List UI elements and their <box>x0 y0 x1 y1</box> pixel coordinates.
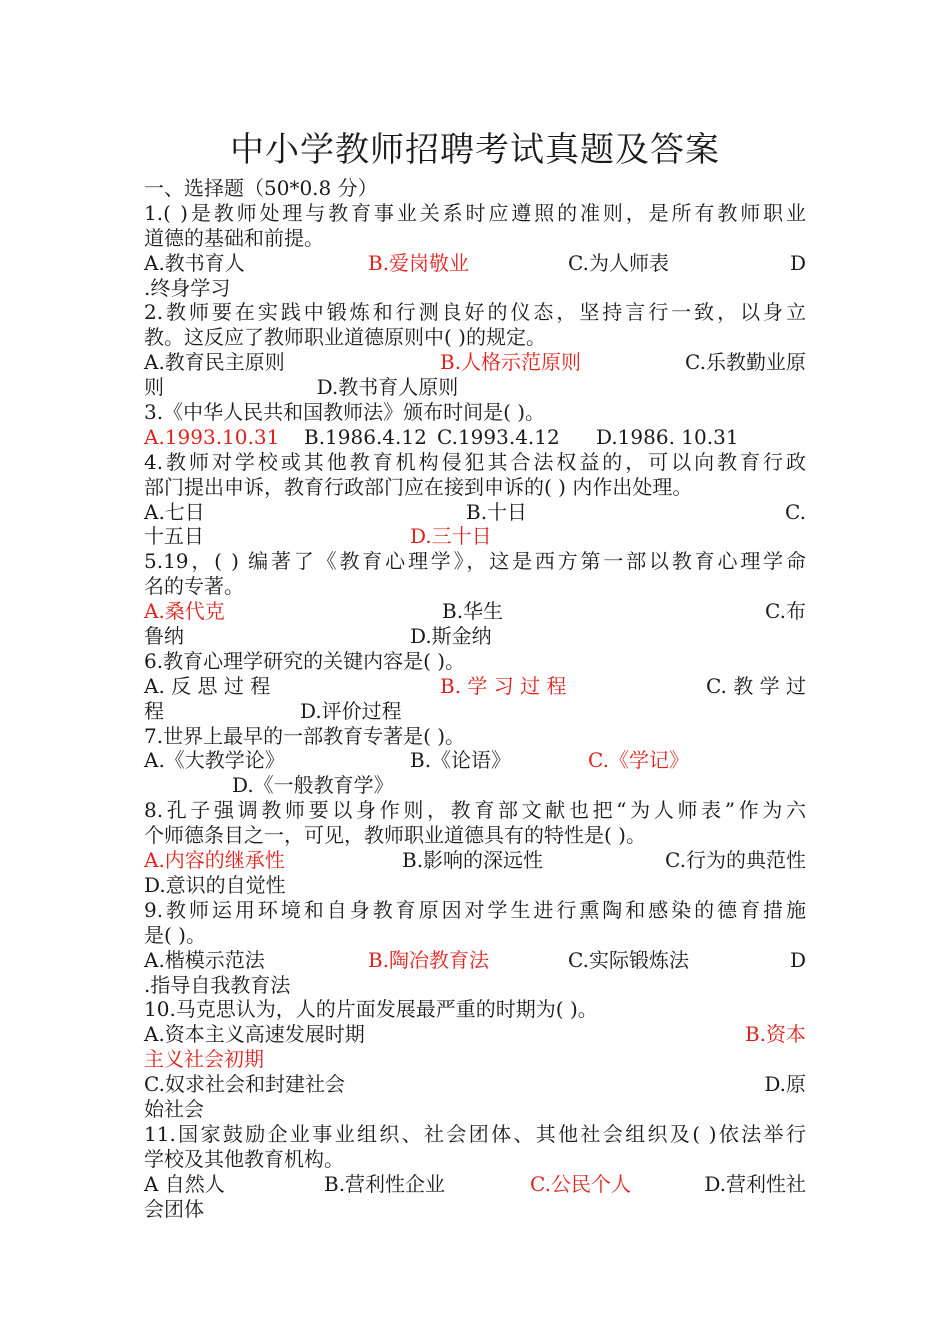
option-c-answer: C.公民个人 <box>530 1171 631 1196</box>
option-b-answer: B. 学 习 过 程 <box>440 673 567 698</box>
option-b-answer: B.人格示范原则 <box>440 350 582 375</box>
option-d: D.营利性社 <box>704 1171 806 1196</box>
question-stem: 4.教师对学校或其他教育机构侵犯其合法权益的，可以向教育行政 <box>144 449 806 474</box>
question-stem: 1.( )是教师处理与教育事业关系时应遵照的准则，是所有教师职业 <box>144 200 806 225</box>
question-stem: 6.教育心理学研究的关键内容是( )。 <box>144 648 466 673</box>
option-row <box>144 251 806 276</box>
question-stem: 部门提出申诉，教育行政部门应在接到申诉的( ) 内作出处理。 <box>144 474 693 499</box>
question-list <box>144 176 806 1221</box>
option-c: C.行为的典范性 <box>665 848 806 873</box>
option-b-answer: B.陶冶教育法 <box>368 947 490 972</box>
option-c: C.为人师表 <box>568 250 669 275</box>
option-d: D.1986. 10.31 <box>596 424 739 449</box>
question-stem: 教。这反应了教师职业道德原则中( )的规定。 <box>144 325 546 350</box>
question-stem: 9.教师运用环境和自身教育原因对学生进行熏陶和感染的德育措施 <box>144 897 806 922</box>
option-row <box>144 1172 806 1197</box>
option-d: D.原 <box>764 1072 806 1097</box>
question-stem: 5.19，( ) 编著了《教育心理学》，这是西方第一部以教育心理学命 <box>144 549 806 574</box>
option-continuation: 十五日 <box>144 524 204 549</box>
option-c: C.实际锻炼法 <box>568 947 689 972</box>
option-c: C.1993.4.12 <box>437 424 560 449</box>
option-continuation: .终身学习 <box>144 275 231 300</box>
question-stem: 7.世界上最早的一部教育专著是( )。 <box>144 723 466 748</box>
option-a: A.《大教学论》 <box>144 748 285 773</box>
option-b: B.十日 <box>466 499 528 524</box>
option-d: D <box>789 947 806 972</box>
question-stem: 学校及其他教育机构。 <box>144 1146 344 1171</box>
section-heading: 一、选择题（50*0.8 分） <box>144 176 378 200</box>
option-a: A.教书育人 <box>144 250 245 275</box>
option-b: B.1986.4.12 <box>304 424 427 449</box>
document-title: 中小学教师招聘考试真题及答案 <box>230 130 720 170</box>
option-a: A.楷模示范法 <box>144 947 265 972</box>
option-b: B.影响的深远性 <box>402 848 544 873</box>
option-a-answer: A.桑代克 <box>144 599 225 624</box>
option-c: C.乐教勤业原 <box>685 350 806 375</box>
option-row <box>144 748 806 773</box>
option-c: C. 教 学 过 <box>705 673 806 698</box>
question-stem: 个师德条目之一，可见，教师职业道德具有的特性是( )。 <box>144 823 646 848</box>
option-continuation: 程 <box>144 698 164 723</box>
option-b-continuation: 主义社会初期 <box>144 1047 264 1072</box>
option-a-answer: A.内容的继承性 <box>144 848 285 873</box>
option-row <box>144 500 806 525</box>
option-row <box>144 1022 806 1047</box>
option-continuation: 则 D.教书育人原则 <box>144 375 459 400</box>
option-a: A.资本主义高速发展时期 <box>144 1022 365 1047</box>
option-a: A 自然人 <box>144 1171 225 1196</box>
option-c-answer: C.《学记》 <box>588 748 689 773</box>
option-continuation: .指导自我教育法 <box>144 972 291 997</box>
option-row <box>144 624 806 649</box>
option-c: C.奴求社会和封建社会 <box>144 1072 345 1097</box>
option-d: D.斯金纳 <box>410 624 492 649</box>
option-row <box>144 948 806 973</box>
option-d: D.意识的自觉性 <box>144 872 286 897</box>
option-b: B.营利性企业 <box>324 1171 446 1196</box>
question-stem: 2.教师要在实践中锻炼和行测良好的仪态，坚持言行一致，以身立 <box>144 300 806 325</box>
option-row <box>144 674 806 699</box>
question-stem: 名的专著。 <box>144 574 244 599</box>
option-row <box>144 425 806 450</box>
question-stem: 8.孔子强调教师要以身作则，教育部文献也把“为人师表”作为六 <box>144 798 806 823</box>
option-b-answer: B.资本 <box>744 1022 806 1047</box>
question-stem: 道德的基础和前提。 <box>144 225 324 250</box>
question-stem: 3.《中华人民共和国教师法》颁布时间是( )。 <box>144 400 546 425</box>
option-continuation: 会团体 <box>144 1196 204 1221</box>
option-a: A.七日 <box>144 499 205 524</box>
option-b: B.《论语》 <box>410 748 512 773</box>
option-d-answer: D.三十日 <box>410 524 492 549</box>
option-c: C. <box>785 499 806 524</box>
option-continuation: 鲁纳 <box>144 624 184 649</box>
option-d: D.《一般教育学》 <box>232 773 394 798</box>
option-b: B.华生 <box>442 599 504 624</box>
option-row <box>144 848 806 873</box>
option-row <box>144 524 806 549</box>
option-d: D.评价过程 <box>300 698 402 723</box>
option-b-answer: B.爱岗敬业 <box>368 250 470 275</box>
question-stem: 是( )。 <box>144 922 206 947</box>
option-row <box>144 1072 806 1097</box>
option-row <box>144 599 806 624</box>
option-a: A.教育民主原则 <box>144 350 285 375</box>
option-a: A. 反 思 过 程 <box>144 673 271 698</box>
option-row <box>144 350 806 375</box>
option-row <box>144 699 806 724</box>
question-stem: 11.国家鼓励企业事业组织、社会团体、其他社会组织及( )依法举行 <box>144 1121 806 1146</box>
option-a-answer: A.1993.10.31 <box>144 424 280 449</box>
option-c: C.布 <box>765 599 806 624</box>
question-stem: 10.马克思认为，人的片面发展最严重的时期为( )。 <box>144 997 598 1022</box>
option-d: D <box>789 250 806 275</box>
option-d-continuation: 始社会 <box>144 1096 204 1121</box>
